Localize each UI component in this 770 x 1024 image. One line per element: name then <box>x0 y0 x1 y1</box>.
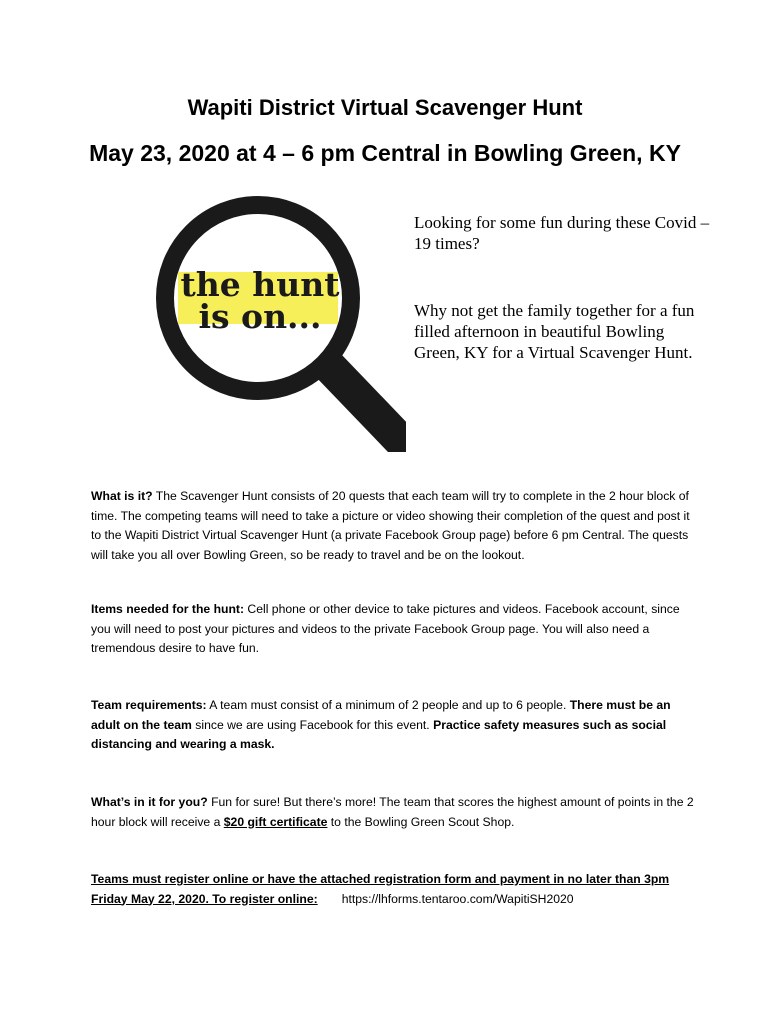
logo-line-1: the hunt <box>180 265 340 304</box>
intro-invitation: Why not get the family together for a fun filled afternoon in beautiful Bowling Green, KY for a Virtual Scavenger Hunt. <box>414 301 695 362</box>
prize-label: What’s in it for you? <box>91 795 208 809</box>
registration-url[interactable]: https://lhforms.tentaroo.com/WapitiSH2020 <box>341 891 574 906</box>
magnifier-handle <box>328 365 400 440</box>
team-requirements-section <box>91 696 696 755</box>
intro-question: Looking for some fun during these Covid – 19 times? <box>414 213 710 253</box>
items-needed-text: Cell phone or other device to take pictures and videos. Facebook account, since you will need to post your pictures and videos to the private Facebook Group page. You will also need a tremendous desire to have fun. <box>91 602 680 655</box>
prize-text-2: to the Bowling Green Scout Shop. <box>327 814 515 829</box>
team-requirements-text-2: since we are using Facebook for this event. <box>191 717 434 732</box>
gift-certificate: $20 gift certificate <box>223 814 328 829</box>
what-is-it-section <box>91 487 696 565</box>
team-requirements-text: A team must consist of a minimum of 2 people and up to 6 people. <box>206 698 570 712</box>
items-needed-label: Items needed for the hunt: <box>91 602 245 616</box>
adult-requirement: There must be an adult on the team <box>91 698 671 732</box>
prize-section <box>91 793 696 832</box>
page-subtitle: May 23, 2020 at 4 – 6 pm Central in Bowling Green, KY <box>89 140 681 166</box>
safety-requirement: Practice safety measures such as social distancing and wearing a mask. <box>91 717 667 751</box>
items-needed-section <box>91 600 696 659</box>
registration-section <box>91 870 696 909</box>
page-title: Wapiti District Virtual Scavenger Hunt <box>187 95 583 120</box>
registration-deadline: Teams must register online or have the attached registration form and payment in no later than 3pm Friday May 22, 2020. To register online: <box>91 872 670 906</box>
what-is-it-label: What is it? <box>91 489 153 503</box>
logo-line-2: is on... <box>198 297 322 336</box>
magnifying-glass-icon <box>150 190 406 452</box>
team-requirements-label: Team requirements: <box>91 698 207 712</box>
what-is-it-text: The Scavenger Hunt consists of 20 quests that each team will try to complete in the 2 hour block of time. The competing teams will need to take a picture or video showing their completion of the quest and post it to the Wapiti District Virtual Scavenger Hunt (a private Facebook Group page) before 6 pm Central. The quests will take you all over Bowling Green, so be ready to travel and be on the lookout. <box>91 489 690 562</box>
prize-text: Fun for sure! But there’s more! The team that scores the highest amount of points in the 2 hour block will receive a <box>91 795 694 829</box>
